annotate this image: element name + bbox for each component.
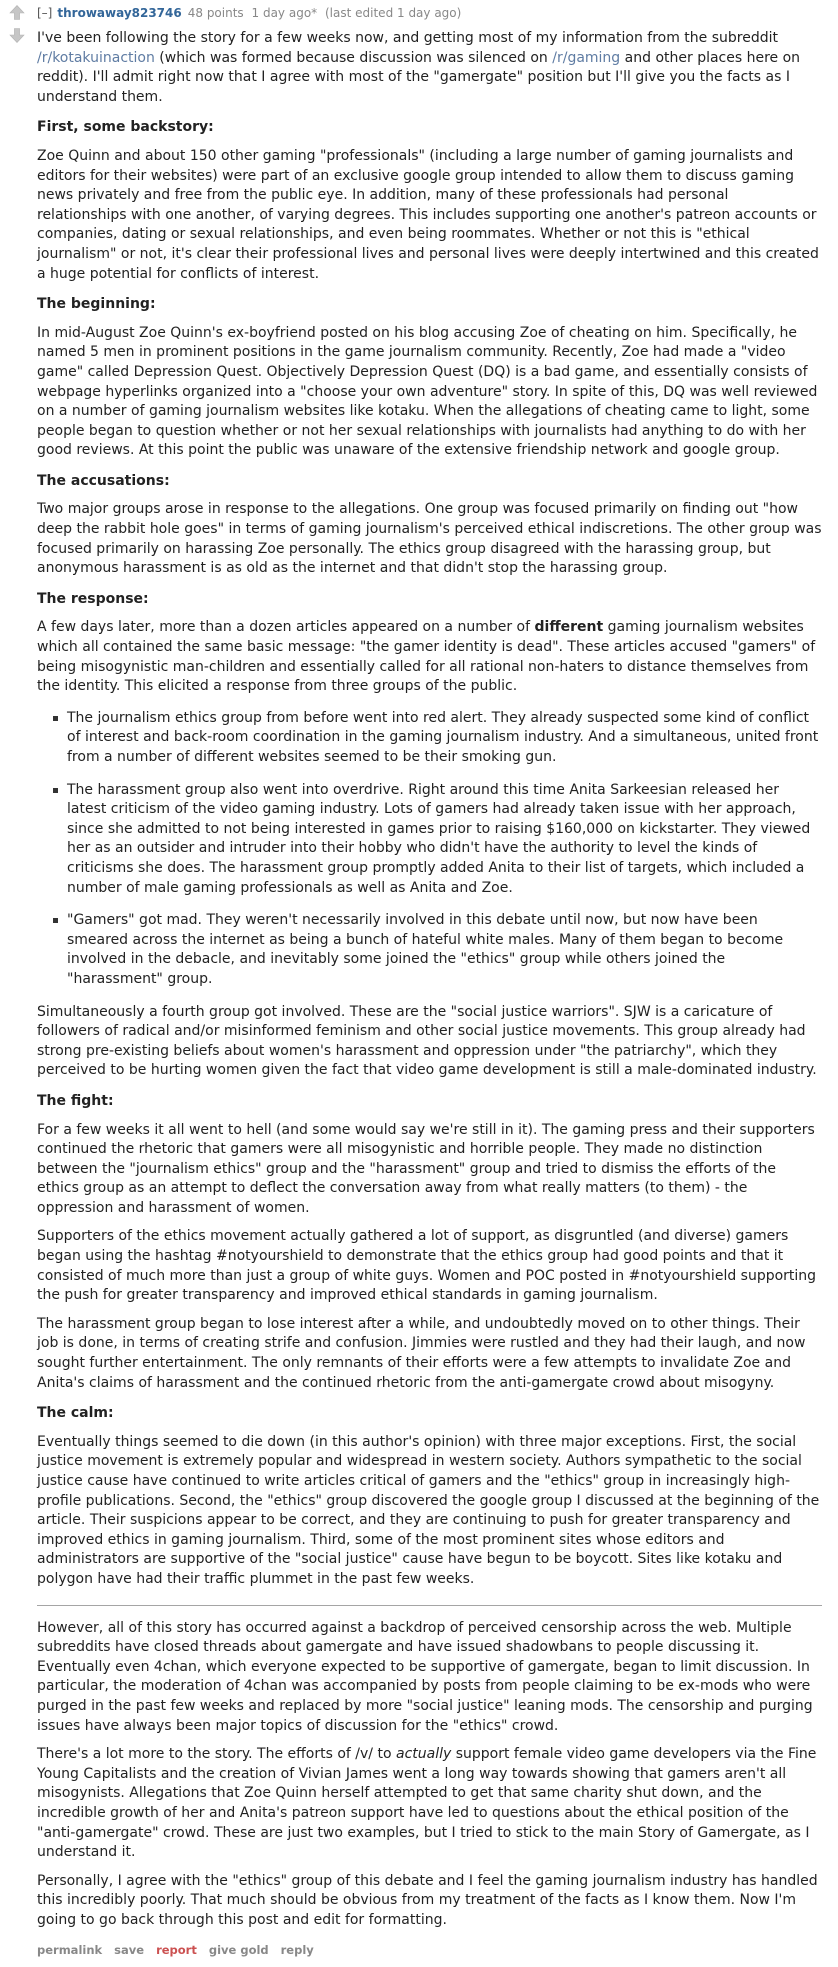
fight-paragraph-2: Supporters of the ethics movement actually gathered a lot of support, as disgruntled (and diverse) gamers began using the hashtag #notyourshield to demonstrate that the ethics group had good points and that it consisted of much more than just a group of white guys. Women and POC posted in #notyourshield supporting the push for greater transparency and improved ethical standards in gaming journalism. bbox=[37, 1228, 817, 1304]
more-story-text-2: support female video game developers via the Fine Young Capitalists and the creation of Vivian James went a long way towards showing that gamers aren't all misogynists. Allegations that Zoe Quinn herself attempted to get that same charity shut down, and the incredible growth of her and Anita's patreon support have led to questions about the ethical position of the "anti-gamergate" crowd. These are just two examples, but I tried to stick to the main Story of Gamergate, as I understand it. bbox=[37, 1746, 817, 1861]
vote-column bbox=[8, 5, 25, 47]
backstory-paragraph: Zoe Quinn and about 150 other gaming "professionals" (including a large number of gaming journalists and editors for their websites) were part of an exclusive google group intended to allow them to discuss gaming news privately and free from the public eye. In addition, many of these professionals had personal relationships with one another, of varying degrees. This includes supporting one another's patreon accounts or companies, dating or sexual relationships, and even being roommates. Whether or not this is "ethical journalism" or not, it's clear their professional lives and personal lives were deeply intertwined and this created a huge potential for conflicts of interest. bbox=[37, 147, 819, 282]
downvote-arrow[interactable] bbox=[9, 28, 25, 47]
calm-paragraph: Eventually things seemed to die down (in this author's opinion) with three major exceptions. First, the social justice movement is extremely popular and widespread in western society. Authors sympathetic to the social justice cause have continued to write articles critical of gamers and the "ethics" group in increasingly high-profile publications. Second, the "ethics" group discovered the google group I discussed at the beginning of the article. Their suspicions appear to be correct, and they are continuing to push for greater transparency and improved ethics in gaming journalism. Third, some of the most prominent sites whose editors and administrators are supportive of the "social justice" cause have begun to be boycott. Sites like kotaku and polygon have had their traffic plummet in the past few weeks. bbox=[37, 1433, 820, 1587]
list-item-gamers-group: "Gamers" got mad. They weren't necessarily involved in this debate until now, but now have been smeared across the internet as being a bunch of hateful white males. Many of them began to become involved in the debacle, and inevitably some joined the "ethics" group while others joined the "harassment" group. bbox=[53, 911, 822, 989]
fight-paragraph-3: The harassment group began to lose interest after a while, and undoubtedly moved on to other things. Their job is done, in terms of creating strife and confusion. Jimmies were rustled and they had their laugh, and now sought further entertainment. The only remnants of their efforts were a few attempts to invalidate Zoe and Anita's claims of harassment and the continued rhetoric from the anti-gamergate crowd about misogyny. bbox=[37, 1315, 806, 1391]
comment-tagline bbox=[37, 4, 822, 20]
response-groups-list bbox=[37, 709, 822, 990]
report-link[interactable]: report bbox=[156, 1943, 197, 1958]
response-paragraph bbox=[37, 618, 822, 696]
collapse-toggle[interactable]: [–] bbox=[37, 6, 53, 20]
comment-timestamp: 1 day ago* bbox=[251, 6, 318, 20]
response-text-1: A few days later, more than a dozen articles appeared on a number of bbox=[37, 619, 535, 636]
edited-note: (last edited 1 day ago) bbox=[325, 6, 462, 20]
section-heading-beginning: The beginning: bbox=[37, 296, 156, 313]
intro-paragraph bbox=[37, 29, 822, 107]
fight-paragraph-1: For a few weeks it all went to hell (and some would say we're still in it). The gaming press and their supporters continued the rhetoric that gamers were all misogynistic and horrible people. They made no distinction between the "journalism ethics" group and the "harassment" group and tried to dismiss the efforts of the ethics group as an attempt to deflect the conversation away from what really matters (to them) - the oppression and harassment of women. bbox=[37, 1121, 815, 1216]
section-heading-accusations: The accusations: bbox=[37, 472, 170, 489]
section-heading-calm: The calm: bbox=[37, 1405, 114, 1422]
fourth-group-paragraph: Simultaneously a fourth group got involved. These are the "social justice warriors". SJW is a caricature of followers of radical and/or misinformed feminism and other social justice movements. This group already had strong pre-existing beliefs about women's harassment and oppression under "the patriarchy", which they perceived to be hurting women given the fact that video game development is still a male-dominated industry. bbox=[37, 1003, 817, 1079]
censorship-paragraph: However, all of this story has occurred against a backdrop of perceived censorship across the web. Multiple subreddits have closed threads about gamergate and have issued shadowbans to people discussing it. Eventually even 4chan, which everyone expected to be supportive of gamergate, began to limit discussion. In particular, the moderation of 4chan was accompanied by posts from people claiming to be ex-mods who were purged in the past few weeks and replaced by more "social justice" leaning mods. The censorship and purging issues have always been major topics of discussion for the "ethics" crowd. bbox=[37, 1619, 813, 1734]
upvote-arrow[interactable] bbox=[9, 5, 25, 24]
subreddit-link-kotakuinaction[interactable]: /r/kotakuinaction bbox=[37, 49, 155, 66]
save-link[interactable]: save bbox=[114, 1943, 145, 1958]
subreddit-link-gaming[interactable]: /r/gaming bbox=[552, 49, 621, 66]
permalink-link[interactable]: permalink bbox=[37, 1943, 103, 1958]
list-item-ethics-group: The journalism ethics group from before went into red alert. They already suspected some kind of conflict of interest and back-room coordination in the gaming journalism industry. And a simultaneous, united front from a number of different websites seemed to be their smoking gun. bbox=[53, 709, 822, 768]
response-text-2: gaming journalism websites which all contained the same basic message: "the gamer identity is dead". These articles accused "gamers" of being misogynistic man-children and essentially called for all rational non-haters to distance themselves from the identity. This elicited a response from three groups of the public. bbox=[37, 619, 816, 695]
intro-text-3: and other places here on reddit). I'll admit right now that I agree with most of the "gamergate" position but I'll give you the facts as I understand them. bbox=[37, 49, 801, 105]
personal-paragraph: Personally, I agree with the "ethics" group of this debate and I feel the gaming journalism industry has handled this incredibly poorly. That much should be obvious from my treatment of the facts as I know them. Now I'm going to go back through this post and edit for formatting. bbox=[37, 1872, 818, 1928]
comment-body bbox=[37, 29, 822, 1930]
comment-score: 48 points bbox=[187, 6, 244, 20]
section-heading-backstory: First, some backstory: bbox=[37, 119, 214, 136]
intro-text-2: (which was formed because discussion was silenced on bbox=[154, 49, 553, 66]
list-item-harassment-group: The harassment group also went into overdrive. Right around this time Anita Sarkeesian released her latest criticism of the video gaming industry. Lots of gamers had already taken issue with her approach, since she admitted to not being interested in games prior to raising $160,000 on kickstarter. They viewed her as an outsider and intruder into their hobby who didn't have the authority to level the kinds of criticisms she does. The harassment group promptly added Anita to their list of targets, which included a number of male gaming professionals as well as Anita and Zoe. bbox=[53, 781, 822, 899]
author-link[interactable]: throwaway823746 bbox=[57, 6, 182, 20]
reply-link[interactable]: reply bbox=[280, 1943, 314, 1958]
intro-text-1: I've been following the story for a few weeks now, and getting most of my information from the subreddit bbox=[37, 30, 779, 46]
section-heading-response: The response: bbox=[37, 590, 149, 607]
section-heading-fight: The fight: bbox=[37, 1092, 114, 1109]
response-bold-word: different bbox=[534, 619, 604, 636]
more-story-paragraph bbox=[37, 1745, 822, 1863]
comment-actions bbox=[37, 1943, 822, 1957]
more-story-text-1: There's a lot more to the story. The efforts of /v/ to bbox=[37, 1746, 396, 1763]
beginning-paragraph: In mid-August Zoe Quinn's ex-boyfriend posted on his blog accusing Zoe of cheating on him. Specifically, he named 5 men in prominent positions in the game journalism community. Recently, Zoe had made a "video game" called Depression Quest. Objectively Depression Quest (DQ) is a bad game, and essentially consists of webpage hyperlinks organized into a "choose your own adventure" story. In spite of this, DQ was well reviewed on a number of gaming journalism websites like kotaku. When the allegations of cheating came to light, some people began to question whether or not her sexual relationships with journalists had anything to do with her good reviews. At this point the public was unaware of the extensive friendship network and google group. bbox=[37, 324, 818, 459]
more-story-italic-word: actually bbox=[395, 1746, 452, 1763]
section-divider bbox=[37, 1605, 822, 1606]
accusations-paragraph: Two major groups arose in response to the allegations. One group was focused primarily on finding out "how deep the rabbit hole goes" in terms of gaming journalism's perceived ethical indiscretions. The other group was focused primarily on harassing Zoe personally. The ethics group disagreed with the harassing group, but anonymous harassment is as old as the internet and that didn't stop the harassing group. bbox=[37, 501, 822, 577]
give-gold-link[interactable]: give gold bbox=[208, 1943, 269, 1958]
